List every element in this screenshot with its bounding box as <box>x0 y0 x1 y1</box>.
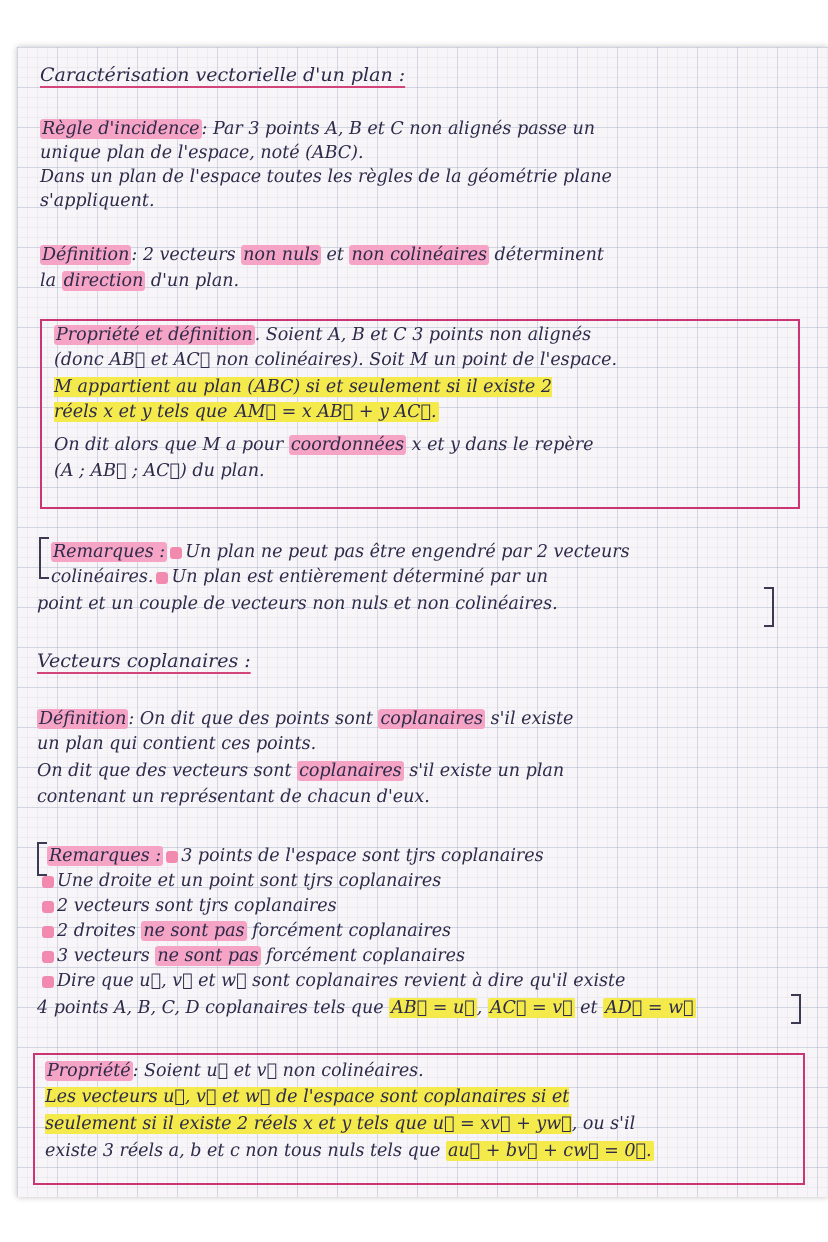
prop1-line-4 <box>54 400 439 425</box>
section-title-text: Vecteurs coplanaires : <box>37 650 251 672</box>
remarks2-text: forcément coplanaires <box>246 921 452 941</box>
remarks1-line-3: point et un couple de vecteurs non nuls et non colinéaires. <box>37 594 558 614</box>
prop1-line-1 <box>54 323 591 348</box>
section-title-plan <box>40 63 405 88</box>
highlight-ne-sont-pas: ne sont pas <box>143 921 245 941</box>
prop2-line-4 <box>45 1139 654 1164</box>
remarks2-line-2 <box>39 869 441 894</box>
formula-ab-u: AB⃗ = u⃗ <box>391 998 475 1018</box>
prop2-line-1 <box>45 1059 424 1084</box>
bullet-icon <box>42 926 54 938</box>
formula-ad-w: AD⃗ = w⃗ <box>605 998 694 1018</box>
bullet-icon <box>42 951 54 963</box>
remarks2-line-3 <box>39 894 337 919</box>
prop1-text: x et y dans le repère <box>406 435 594 455</box>
section-title-coplanaires <box>37 649 251 674</box>
notebook-page <box>17 47 828 1197</box>
highlight-ne-sont-pas: ne sont pas <box>157 946 259 966</box>
regle-line-4: s'appliquent. <box>40 191 155 211</box>
highlight-coplanaires: coplanaires <box>380 709 484 729</box>
bullet-icon <box>42 976 54 988</box>
bullet-icon <box>170 547 182 559</box>
remarks2-text: et <box>574 998 604 1018</box>
regle-label: Règle d'incidence <box>42 119 200 139</box>
remarks1-line-2 <box>51 565 548 590</box>
remarks1-text: Un plan ne peut pas être engendré par 2 vecteurs <box>185 542 630 562</box>
remarks2-text: 4 points A, B, C, D coplanaires tels que <box>37 998 390 1018</box>
left-bracket <box>39 537 49 579</box>
regle-line-3: Dans un plan de l'espace toutes les règles de la géométrie plane <box>40 167 612 187</box>
def2-line-2: un plan qui contient ces points. <box>37 734 317 754</box>
def2-text: s'il existe un plan <box>403 761 565 781</box>
remarks2-line-5 <box>39 944 465 969</box>
def2-text: On dit que des vecteurs sont <box>37 761 298 781</box>
formula-ac-v: AC⃗ = v⃗ <box>489 998 573 1018</box>
remarks2-text: , <box>476 998 488 1018</box>
prop1-line-5 <box>54 433 593 458</box>
section-title-text: Caractérisation vectorielle d'un plan : <box>40 64 406 86</box>
remarks2-text: Dire que u⃗, v⃗ et w⃗ sont coplanaires revient à dire qu'il existe <box>57 971 626 991</box>
prop2-text: existe 3 réels a, b et c non tous nuls tels que <box>45 1141 446 1161</box>
remarks1-label: Remarques : <box>53 542 166 562</box>
regle-line-2: unique plan de l'espace, noté (ABC). <box>40 143 364 163</box>
remarks1-line-1 <box>51 540 630 565</box>
remarks2-text: forcément coplanaires <box>260 946 466 966</box>
prop1-text: On dit alors que M a pour <box>54 435 289 455</box>
right-bracket <box>764 587 774 627</box>
def-text: : 2 vecteurs <box>131 245 242 265</box>
prop2-line-2 <box>45 1085 569 1110</box>
prop2-highlight-text: seulement si il existe 2 réels x et y tels que u⃗ = xv⃗ + yw⃗ <box>45 1114 572 1134</box>
prop1-line-2: (donc AB⃗ et AC⃗ non colinéaires). Soit M un point de l'espace. <box>54 350 618 370</box>
remarks1-text: colinéaires. <box>51 567 154 587</box>
remarks2-text: Une droite et un point sont tjrs coplanaires <box>57 871 442 891</box>
def-line-1 <box>40 243 604 268</box>
prop2-line-3 <box>45 1112 635 1137</box>
def-label: Définition <box>42 245 130 265</box>
remarks2-text: 3 vecteurs <box>57 946 156 966</box>
prop1-highlight-text: M appartient au plan (ABC) si et seulement si il existe 2 <box>54 377 552 397</box>
right-bracket <box>791 994 801 1024</box>
def-text: d'un plan. <box>145 271 240 291</box>
def2-line-4: contenant un représentant de chacun d'eux. <box>37 787 430 807</box>
bullet-icon <box>42 901 54 913</box>
prop2-label: Propriété <box>47 1061 131 1081</box>
prop1-formula: AM⃗ = x AB⃗ + y AC⃗. <box>234 402 437 422</box>
bullet-icon <box>156 572 168 584</box>
def-text: déterminent <box>488 245 604 265</box>
highlight-direction: direction <box>63 271 144 291</box>
prop2-highlight-text: Les vecteurs u⃗, v⃗ et w⃗ de l'espace sont coplanaires si et <box>45 1087 570 1107</box>
remarks2-text: 2 vecteurs sont tjrs coplanaires <box>57 896 337 916</box>
def-text: et <box>320 245 350 265</box>
prop2-text: : Soient u⃗ et v⃗ non colinéaires. <box>132 1061 424 1081</box>
remarks2-text: 3 points de l'espace sont tjrs coplanaires <box>181 846 544 866</box>
prop2-text: , ou s'il <box>571 1114 636 1134</box>
remarks2-label: Remarques : <box>49 846 162 866</box>
def-text: la <box>40 271 62 291</box>
highlight-coordonnees: coordonnées <box>290 435 405 455</box>
remarks2-line-7 <box>37 996 696 1021</box>
highlight-non-nuls: non nuls <box>243 245 319 265</box>
remarks2-line-6 <box>39 969 625 994</box>
prop1-text: . Soient A, B et C 3 points non alignés <box>254 325 592 345</box>
prop1-label: Propriété et définition <box>56 325 253 345</box>
def2-label: Définition <box>39 709 127 729</box>
highlight-non-colineaires: non colinéaires <box>351 245 487 265</box>
remarks2-line-4 <box>39 919 451 944</box>
prop1-line-3 <box>54 375 552 400</box>
remarks1-text: Un plan est entièrement déterminé par un <box>171 567 549 587</box>
bullet-icon <box>166 851 178 863</box>
remarks2-line-1 <box>47 844 544 869</box>
highlight-coplanaires: coplanaires <box>299 761 402 781</box>
def2-line-3 <box>37 759 564 784</box>
prop1-highlight-text: réels x et y tels que <box>54 402 233 422</box>
regle-text: : Par 3 points A, B et C non alignés passe un <box>201 119 596 139</box>
prop1-line-6: (A ; AB⃗ ; AC⃗) du plan. <box>54 461 265 481</box>
def2-line-1 <box>37 707 573 732</box>
regle-line-1 <box>40 117 595 142</box>
bullet-icon <box>42 876 54 888</box>
def2-text: : On dit que des points sont <box>128 709 379 729</box>
def-line-2 <box>40 269 239 294</box>
prop2-formula: au⃗ + bv⃗ + cw⃗ = 0⃗. <box>447 1141 652 1161</box>
def2-text: s'il existe <box>485 709 574 729</box>
remarks2-text: 2 droites <box>57 921 142 941</box>
